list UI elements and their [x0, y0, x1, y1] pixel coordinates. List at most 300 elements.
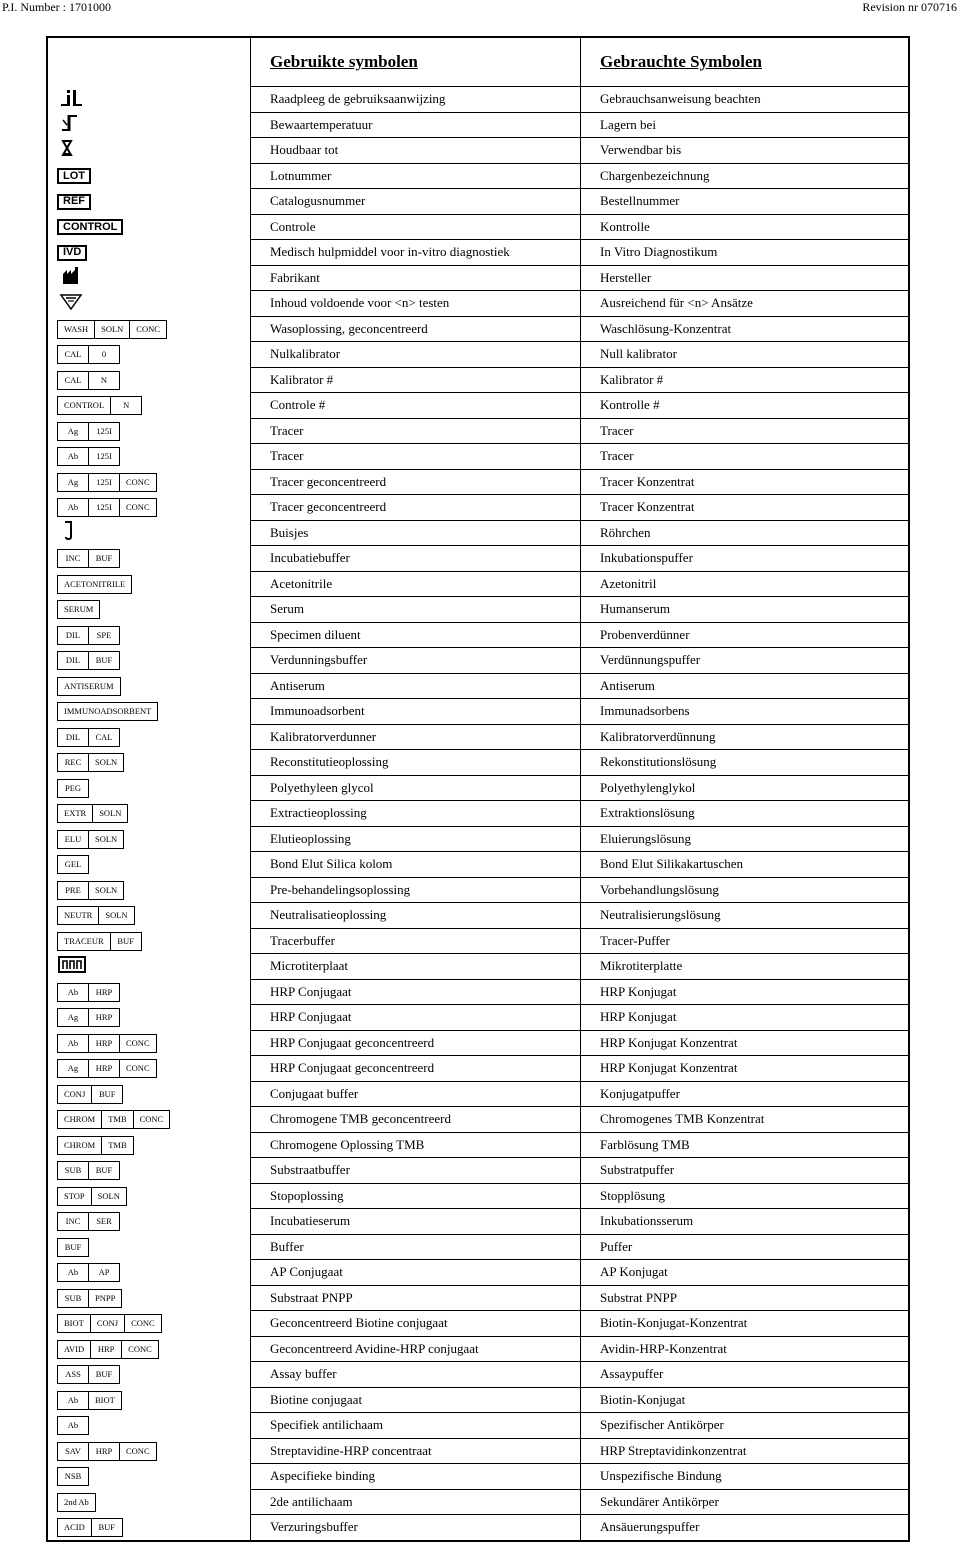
- symbol-box: [57, 651, 120, 670]
- german-meaning: Eluierungslösung: [600, 830, 691, 846]
- symbol-row: [48, 113, 910, 139]
- symbol-label-text: CONTROL: [63, 220, 118, 233]
- dutch-meaning: Extractieoplossing: [270, 805, 367, 820]
- symbol-box-cell: TRACEUR: [64, 935, 104, 946]
- pi-number: P.I. Number : 1701000: [2, 0, 111, 14]
- german-meaning: AP Konjugat: [600, 1264, 668, 1279]
- symbol-box-cell: CONC: [119, 1060, 156, 1077]
- symbol-row: [48, 368, 910, 394]
- dutch-meaning: Wasoplossing, geconcentreerd: [270, 320, 428, 336]
- symbol-box: [57, 422, 120, 441]
- german-meaning: In Vitro Diagnostikum: [600, 244, 718, 259]
- german-meaning: Kalibratorverdünnung: [600, 728, 716, 744]
- symbol-label: [57, 245, 87, 261]
- symbol-box: [57, 1136, 134, 1155]
- symbol-row: [48, 929, 910, 955]
- dutch-meaning: Biotine conjugaat: [270, 1391, 363, 1407]
- symbol-box-frame: [57, 1161, 120, 1180]
- german-meaning: HRP Konjugat Konzentrat: [600, 1060, 738, 1075]
- german-meaning: Inkubationsserum: [600, 1213, 694, 1228]
- symbol-row: [48, 954, 910, 980]
- german-meaning: Immunadsorbens: [600, 703, 690, 718]
- symbol-box-cell: INC: [65, 553, 81, 564]
- symbol-box: [57, 1161, 120, 1180]
- symbol-box-frame: [57, 1212, 120, 1231]
- symbol-box-cell: TMB: [101, 1137, 132, 1154]
- symbol-cell: [57, 141, 85, 160]
- symbol-box: [57, 549, 120, 568]
- temperature-limit-icon: [57, 113, 85, 137]
- dutch-meaning: Geconcentreerd Biotine conjugaat: [270, 1315, 448, 1330]
- symbol-box: [57, 728, 120, 747]
- symbol-box-cell: Ab: [67, 1267, 79, 1278]
- symbol-row: [48, 980, 910, 1006]
- table-header: [48, 38, 908, 86]
- symbol-box: [57, 855, 89, 874]
- hourglass-icon: [57, 139, 85, 163]
- symbol-box-frame: [57, 702, 158, 721]
- german-meaning: Verdünnungspuffer: [600, 652, 701, 667]
- symbol-cell: [57, 218, 123, 237]
- german-meaning: Tracer-Puffer: [600, 932, 670, 948]
- symbol-label: [57, 194, 91, 210]
- german-meaning: Extraktionslösung: [600, 805, 695, 820]
- dutch-meaning: Inhoud voldoende voor <n> testen: [270, 295, 450, 310]
- symbol-box-frame: [57, 575, 132, 594]
- symbol-label-text: REF: [63, 195, 85, 207]
- dutch-meaning: Houdbaar tot: [270, 142, 339, 157]
- symbol-box: [57, 906, 135, 925]
- symbol-box-frame: [57, 804, 128, 823]
- symbol-box-frame: [57, 1493, 96, 1512]
- german-meaning: Konjugatpuffer: [600, 1085, 680, 1101]
- dutch-meaning: Assay buffer: [270, 1366, 337, 1381]
- symbol-box-frame: [57, 1416, 89, 1435]
- german-meaning: Rekonstitutionslösung: [600, 754, 717, 769]
- dutch-meaning: Specimen diluent: [270, 626, 361, 642]
- symbol-label: [57, 168, 91, 184]
- symbol-row: [48, 597, 910, 623]
- symbol-box-frame: [57, 1085, 123, 1104]
- symbol-box-frame: [57, 728, 120, 747]
- dutch-meaning: Specifiek antilichaam: [270, 1417, 383, 1432]
- symbol-box-cell: BUF: [88, 652, 119, 669]
- dutch-meaning: Controle: [270, 218, 316, 234]
- german-meaning: Kalibrator #: [600, 371, 664, 387]
- german-meaning: Humanserum: [600, 601, 671, 616]
- dutch-meaning: Tracerbuffer: [270, 932, 335, 948]
- dutch-meaning: Microtiterplaat: [270, 958, 348, 973]
- symbol-box-cell: CONC: [119, 474, 156, 491]
- dutch-meaning: Immunoadsorbent: [270, 703, 365, 718]
- symbol-box-cell: N: [110, 397, 141, 414]
- symbol-box-cell: 0: [88, 346, 119, 363]
- symbol-box-cell: BUF: [88, 1162, 119, 1179]
- symbol-row: [48, 1464, 910, 1490]
- symbol-row: [48, 291, 910, 317]
- symbol-box-cell: BUF: [64, 1241, 82, 1252]
- symbol-box: [57, 498, 157, 517]
- dutch-meaning: Nulkalibrator: [270, 346, 341, 361]
- symbol-box-cell: NSB: [64, 1471, 82, 1482]
- german-meaning: Antiserum: [600, 677, 655, 693]
- symbol-box-cell: HRP: [88, 1035, 119, 1052]
- symbol-row: [48, 674, 910, 700]
- symbol-box-frame: [57, 830, 124, 849]
- symbol-box-frame: [57, 1467, 89, 1486]
- symbol-box-frame: [57, 1263, 120, 1282]
- tube-icon: [57, 521, 85, 545]
- symbol-box-cell: SOLN: [88, 831, 123, 848]
- symbol-row: [48, 215, 910, 241]
- dutch-meaning: Incubatieserum: [270, 1213, 351, 1228]
- symbol-row: [48, 1184, 910, 1210]
- symbol-box-cell: HRP: [88, 1443, 119, 1460]
- dutch-meaning: Geconcentreerd Avidine-HRP conjugaat: [270, 1340, 479, 1356]
- symbol-box: [57, 1008, 120, 1027]
- symbol-box-cell: INC: [65, 1216, 81, 1227]
- symbol-box-cell: BUF: [91, 1519, 122, 1536]
- german-meaning: Hersteller: [600, 269, 652, 285]
- german-meaning: HRP Streptavidinkonzentrat: [600, 1442, 747, 1458]
- symbol-box-frame: [57, 371, 120, 390]
- dutch-meaning: Bewaartemperatuur: [270, 116, 373, 132]
- symbol-box-frame: [57, 1187, 127, 1206]
- symbol-box-frame: [57, 345, 120, 364]
- symbol-box-cell: SOLN: [92, 805, 127, 822]
- symbol-row: [48, 495, 910, 521]
- dutch-meaning: HRP Conjugaat geconcentreerd: [270, 1060, 435, 1075]
- dutch-meaning: Elutieoplossing: [270, 830, 351, 846]
- dutch-meaning: Neutralisatieoplossing: [270, 907, 387, 922]
- symbol-box: [57, 1518, 123, 1537]
- symbol-cell: [57, 167, 91, 186]
- symbol-box-frame: [57, 1059, 157, 1078]
- symbol-row: [48, 470, 910, 496]
- symbol-box-cell: HRP: [88, 1060, 119, 1077]
- symbol-row: [48, 1158, 910, 1184]
- symbol-box-cell: CONJ: [64, 1088, 86, 1099]
- dutch-meaning: Acetonitrile: [270, 575, 333, 591]
- symbol-box-cell: Ag: [67, 476, 79, 487]
- dutch-meaning: Substraat PNPP: [270, 1289, 353, 1305]
- german-meaning: Substratpuffer: [600, 1162, 675, 1177]
- dutch-meaning: Bond Elut Silica kolom: [270, 856, 393, 871]
- symbol-cell: [57, 116, 85, 135]
- dutch-meaning: Kalibrator #: [270, 371, 334, 387]
- symbol-box-cell: 125I: [88, 448, 119, 465]
- dutch-meaning: Streptavidine-HRP concentraat: [270, 1442, 432, 1458]
- german-meaning: Null kalibrator: [600, 346, 677, 361]
- symbol-box-cell: SOLN: [88, 754, 123, 771]
- dutch-meaning: Verzuringsbuffer: [270, 1519, 358, 1534]
- symbol-row: [48, 1107, 910, 1133]
- symbol-box-frame: [57, 651, 120, 670]
- symbol-box-cell: SOLN: [88, 882, 123, 899]
- symbol-label: [57, 219, 123, 235]
- symbol-label-text: LOT: [63, 169, 85, 182]
- symbol-box: [57, 983, 120, 1002]
- symbol-box: [57, 1034, 157, 1053]
- symbol-row: [48, 1388, 910, 1414]
- german-meaning: Biotin-Konjugat-Konzentrat: [600, 1315, 748, 1330]
- symbol-box-frame: [57, 447, 120, 466]
- symbol-box: [57, 1442, 157, 1461]
- symbol-row: [48, 1056, 910, 1082]
- symbol-box-cell: BIOT: [88, 1392, 121, 1409]
- german-meaning: Azetonitril: [600, 575, 657, 591]
- symbol-row: [48, 1311, 910, 1337]
- dutch-meaning: Conjugaat buffer: [270, 1085, 359, 1101]
- dutch-meaning: Buffer: [270, 1238, 304, 1254]
- revision-number: Revision nr 070716: [862, 0, 957, 14]
- symbol-box: [57, 1212, 120, 1231]
- symbol-row: [48, 1082, 910, 1108]
- symbol-box: [57, 447, 120, 466]
- symbol-cell: [57, 90, 85, 109]
- symbol-box: [57, 779, 89, 798]
- symbol-box-frame: [57, 855, 89, 874]
- symbol-box-frame: [57, 549, 120, 568]
- german-meaning: HRP Konjugat: [600, 983, 677, 999]
- symbol-box-cell: 125I: [88, 423, 119, 440]
- symbol-row: [48, 1133, 910, 1159]
- symbol-box-cell: DIL: [65, 629, 81, 640]
- symbol-box-cell: Ab: [67, 451, 79, 462]
- symbol-box-cell: Ab: [67, 1037, 79, 1048]
- symbol-box: [57, 320, 167, 339]
- german-meaning: Puffer: [600, 1238, 633, 1254]
- symbol-row: [48, 317, 910, 343]
- symbol-row: [48, 1005, 910, 1031]
- dutch-meaning: Fabrikant: [270, 269, 320, 285]
- german-meaning: Mikrotiterplatte: [600, 958, 683, 973]
- dutch-meaning: Catalogusnummer: [270, 193, 366, 208]
- symbol-box: [57, 1238, 89, 1257]
- symbol-box-cell: CONC: [119, 1443, 156, 1460]
- dutch-meaning: Pre-behandelingsoplossing: [270, 881, 411, 897]
- symbol-box-cell: CHROM: [64, 1139, 96, 1150]
- symbol-box-cell: CONC: [124, 1315, 161, 1332]
- symbol-box-cell: 125I: [88, 499, 119, 516]
- dutch-meaning: Buisjes: [270, 524, 309, 540]
- symbol-row: [48, 801, 910, 827]
- german-meaning: Gebrauchsanweisung beachten: [600, 91, 761, 106]
- symbol-box-frame: [57, 600, 100, 619]
- symbol-box-frame: [57, 1289, 122, 1308]
- symbol-row: [48, 87, 910, 113]
- symbol-box-frame: [57, 753, 124, 772]
- german-meaning: Neutralisierungslösung: [600, 907, 721, 922]
- symbol-box-cell: Ab: [67, 1394, 79, 1405]
- symbol-box-frame: [57, 1391, 122, 1410]
- symbol-box-cell: CAL: [64, 374, 82, 385]
- symbol-box-cell: CONC: [119, 1035, 156, 1052]
- symbol-box: [57, 1416, 89, 1435]
- symbol-box-cell: BUF: [88, 1366, 119, 1383]
- symbol-box-cell: DIL: [65, 731, 81, 742]
- symbol-row: [48, 1337, 910, 1363]
- consult-instructions-icon: [57, 88, 85, 112]
- symbol-box-frame: [57, 1340, 159, 1359]
- symbol-row: [48, 342, 910, 368]
- symbol-box-cell: CAL: [64, 349, 82, 360]
- symbol-row: [48, 852, 910, 878]
- symbol-box-frame: [57, 422, 120, 441]
- symbol-row: [48, 1286, 910, 1312]
- symbol-row: [48, 623, 910, 649]
- symbol-box-cell: CHROM: [64, 1114, 96, 1125]
- symbol-box-frame: [57, 1442, 157, 1461]
- german-meaning: Avidin-HRP-Konzentrat: [600, 1340, 727, 1356]
- symbol-row: [48, 1413, 910, 1439]
- symbol-box-cell: ASS: [65, 1369, 81, 1380]
- symbol-box-cell: SOLN: [94, 321, 129, 338]
- german-meaning: Tracer Konzentrat: [600, 473, 695, 489]
- symbol-box-cell: BIOT: [64, 1318, 84, 1329]
- german-meaning: Kontrolle: [600, 218, 650, 234]
- symbol-box-cell: HRP: [88, 984, 119, 1001]
- symbol-box-cell: SPE: [88, 627, 119, 644]
- symbol-box-frame: [57, 1008, 120, 1027]
- german-meaning: Röhrchen: [600, 524, 651, 540]
- symbol-box-cell: BUF: [91, 1086, 122, 1103]
- symbol-row: [48, 1515, 910, 1541]
- symbol-box: [57, 1059, 157, 1078]
- symbol-row: [48, 521, 910, 547]
- symbol-box: [57, 1340, 159, 1359]
- symbol-box-frame: [57, 677, 121, 696]
- dutch-meaning: Chromogene TMB geconcentreerd: [270, 1111, 451, 1126]
- symbol-row: [48, 1439, 910, 1465]
- dutch-meaning: Antiserum: [270, 677, 325, 693]
- dutch-meaning: Lotnummer: [270, 167, 332, 183]
- symbol-row: [48, 444, 910, 470]
- dutch-meaning: Tracer: [270, 448, 304, 463]
- symbol-box-cell: SUB: [64, 1165, 82, 1176]
- symbol-box-frame: [57, 396, 142, 415]
- symbol-row: [48, 1490, 910, 1516]
- symbol-box: [57, 371, 120, 390]
- symbol-box-frame: [57, 473, 157, 492]
- german-meaning: Biotin-Konjugat: [600, 1391, 686, 1407]
- symbol-box-cell: HRP: [90, 1341, 121, 1358]
- german-meaning: Tracer: [600, 422, 634, 438]
- german-meaning: HRP Konjugat: [600, 1009, 677, 1024]
- symbol-box: [57, 753, 124, 772]
- dutch-meaning: Substraatbuffer: [270, 1162, 350, 1177]
- german-meaning: Stopplösung: [600, 1187, 666, 1203]
- german-meaning: Ansäuerungspuffer: [600, 1519, 700, 1534]
- symbol-cell: [57, 294, 85, 313]
- dutch-meaning: Raadpleeg de gebruiksaanwijzing: [270, 91, 446, 106]
- symbol-box: [57, 1391, 122, 1410]
- symbol-row: [48, 266, 910, 292]
- german-meaning: HRP Konjugat Konzentrat: [600, 1034, 738, 1050]
- page-header: [0, 0, 960, 14]
- symbol-box: [57, 1263, 120, 1282]
- symbol-row: [48, 189, 910, 215]
- symbol-box: [57, 702, 158, 721]
- dutch-column-title: Gebruikte symbolen: [270, 52, 418, 71]
- symbol-box-cell: ACETONITRILE: [64, 578, 126, 589]
- german-meaning: Waschlösung-Konzentrat: [600, 320, 732, 336]
- symbol-box-frame: [57, 983, 120, 1002]
- dutch-meaning: Reconstitutieoplossing: [270, 754, 389, 769]
- symbol-box-frame: [57, 1238, 89, 1257]
- symbol-box-frame: [57, 626, 120, 645]
- symbol-box-cell: CONC: [129, 321, 166, 338]
- symbol-row: [48, 750, 910, 776]
- symbol-row: [48, 419, 910, 445]
- german-meaning: Ausreichend für <n> Ansätze: [600, 295, 753, 310]
- symbol-box-frame: [57, 1314, 162, 1333]
- symbol-row: [48, 1031, 910, 1057]
- symbol-box-cell: CONC: [121, 1341, 158, 1358]
- symbol-box-frame: [57, 881, 124, 900]
- symbol-box-cell: 2nd Ab: [64, 1496, 89, 1507]
- symbol-box-cell: WASH: [64, 323, 89, 334]
- dutch-meaning: AP Conjugaat: [270, 1264, 343, 1279]
- german-meaning: Unspezifische Bindung: [600, 1468, 722, 1483]
- symbol-box-frame: [57, 1365, 120, 1384]
- symbol-cell: [57, 957, 87, 976]
- dutch-meaning: Medisch hulpmiddel voor in-vitro diagnostiek: [270, 244, 510, 259]
- symbol-box-cell: Ab: [67, 986, 79, 997]
- symbol-row: [48, 1209, 910, 1235]
- symbol-box-cell: ELU: [64, 833, 82, 844]
- dutch-meaning: 2de antilichaam: [270, 1493, 353, 1509]
- german-meaning: Kontrolle #: [600, 397, 660, 412]
- german-meaning: Tracer Konzentrat: [600, 499, 695, 514]
- symbol-box-frame: [57, 779, 89, 798]
- german-meaning: Lagern bei: [600, 116, 656, 132]
- german-meaning: Chromogenes TMB Konzentrat: [600, 1111, 765, 1126]
- dutch-meaning: Verdunningsbuffer: [270, 652, 368, 667]
- symbol-box-cell: N: [88, 372, 119, 389]
- symbol-row: [48, 393, 910, 419]
- symbol-box-cell: CONTROL: [64, 400, 105, 411]
- symbol-box-frame: [57, 932, 142, 951]
- symbol-row: [48, 776, 910, 802]
- dutch-meaning: Aspecifieke binding: [270, 1468, 376, 1483]
- symbol-box-cell: SER: [88, 1213, 119, 1230]
- german-meaning: Polyethylenglykol: [600, 779, 696, 795]
- microtiter-plate-icon: [57, 955, 87, 979]
- symbol-box-cell: CONJ: [90, 1315, 124, 1332]
- symbol-box-cell: ACID: [64, 1522, 85, 1533]
- symbol-box-frame: [57, 1136, 134, 1155]
- german-meaning: Bond Elut Silikakartuschen: [600, 856, 743, 871]
- symbol-box: [57, 600, 100, 619]
- symbol-row: [48, 546, 910, 572]
- dutch-meaning: Incubatiebuffer: [270, 550, 350, 565]
- symbol-label-text: IVD: [63, 246, 82, 258]
- german-meaning: Vorbehandlungslösung: [600, 881, 719, 897]
- symbol-box-cell: EXTR: [64, 808, 87, 819]
- symbol-box: [57, 932, 142, 951]
- german-meaning: Substrat PNPP: [600, 1289, 677, 1305]
- symbol-box-frame: [57, 1034, 157, 1053]
- german-meaning: Probenverdünner: [600, 626, 690, 642]
- symbol-box: [57, 804, 128, 823]
- symbol-box: [57, 1085, 123, 1104]
- german-meaning: Farblösung TMB: [600, 1136, 690, 1152]
- symbol-box-cell: CAL: [88, 729, 119, 746]
- symbol-box-cell: IMMUNOADSORBENT: [64, 706, 152, 717]
- symbol-box: [57, 1314, 162, 1333]
- symbol-box-cell: PEG: [64, 782, 82, 793]
